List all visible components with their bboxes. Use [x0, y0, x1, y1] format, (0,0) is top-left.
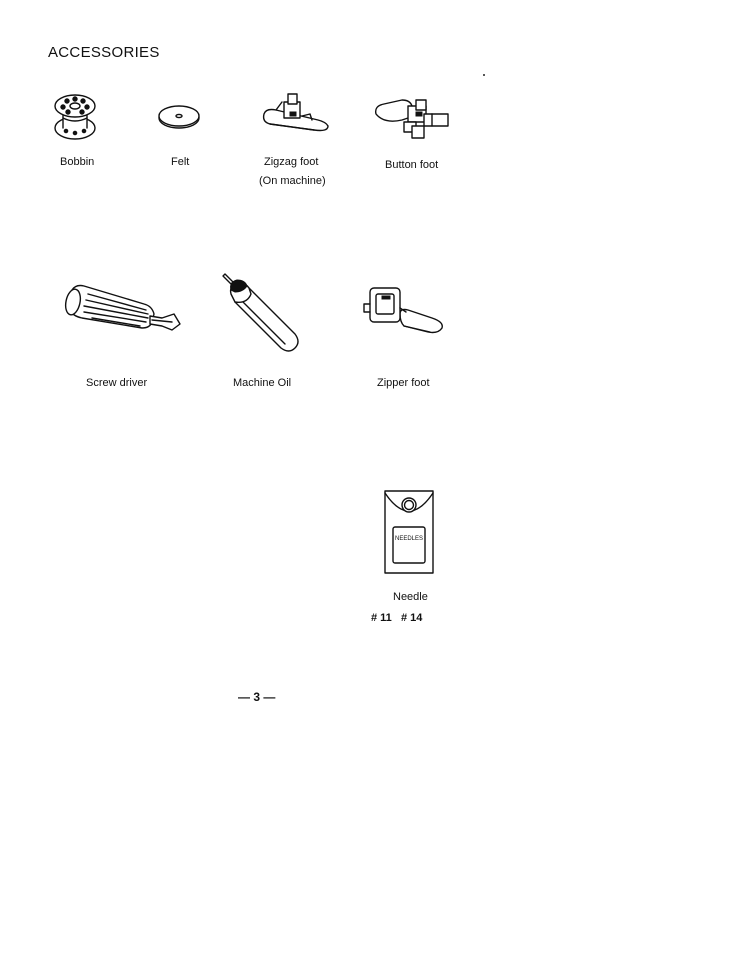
zigzag-foot-illustration [260, 92, 332, 136]
bobbin-label: Bobbin [60, 156, 95, 168]
page-title: ACCESSORIES [48, 44, 160, 61]
needle-label: Needle [393, 591, 428, 603]
bobbin-icon [52, 92, 98, 142]
machine-oil-illustration [215, 272, 307, 356]
bobbin-illustration [52, 92, 98, 142]
zigzag-foot-label: Zigzag foot [264, 156, 319, 168]
screw-driver-icon [62, 282, 182, 344]
zigzag-foot-sublabel: (On machine) [259, 175, 326, 187]
felt-label: Felt [171, 156, 190, 168]
button-foot-label: Button foot [385, 159, 439, 171]
button-foot-icon [372, 96, 456, 144]
needle-sizes: # 11 # 14 [371, 612, 423, 624]
zigzag-foot-icon [260, 92, 332, 136]
machine-oil-label: Machine Oil [233, 377, 292, 389]
zipper-foot-label: Zipper foot [377, 377, 430, 389]
felt-illustration [158, 104, 200, 130]
felt-icon [158, 104, 200, 130]
screw-driver-illustration [62, 282, 182, 344]
page-number: — 3 — [238, 690, 276, 704]
needle-pack-icon [383, 489, 435, 575]
button-foot-illustration [372, 96, 456, 144]
screw-driver-label: Screw driver [86, 377, 148, 389]
zipper-foot-icon [360, 282, 446, 338]
machine-oil-icon [215, 272, 307, 356]
needle-pack-text: NEEDLES [394, 536, 424, 542]
scan-speck [483, 74, 485, 76]
zipper-foot-illustration [360, 282, 446, 338]
needle-pack-illustration [383, 489, 435, 575]
